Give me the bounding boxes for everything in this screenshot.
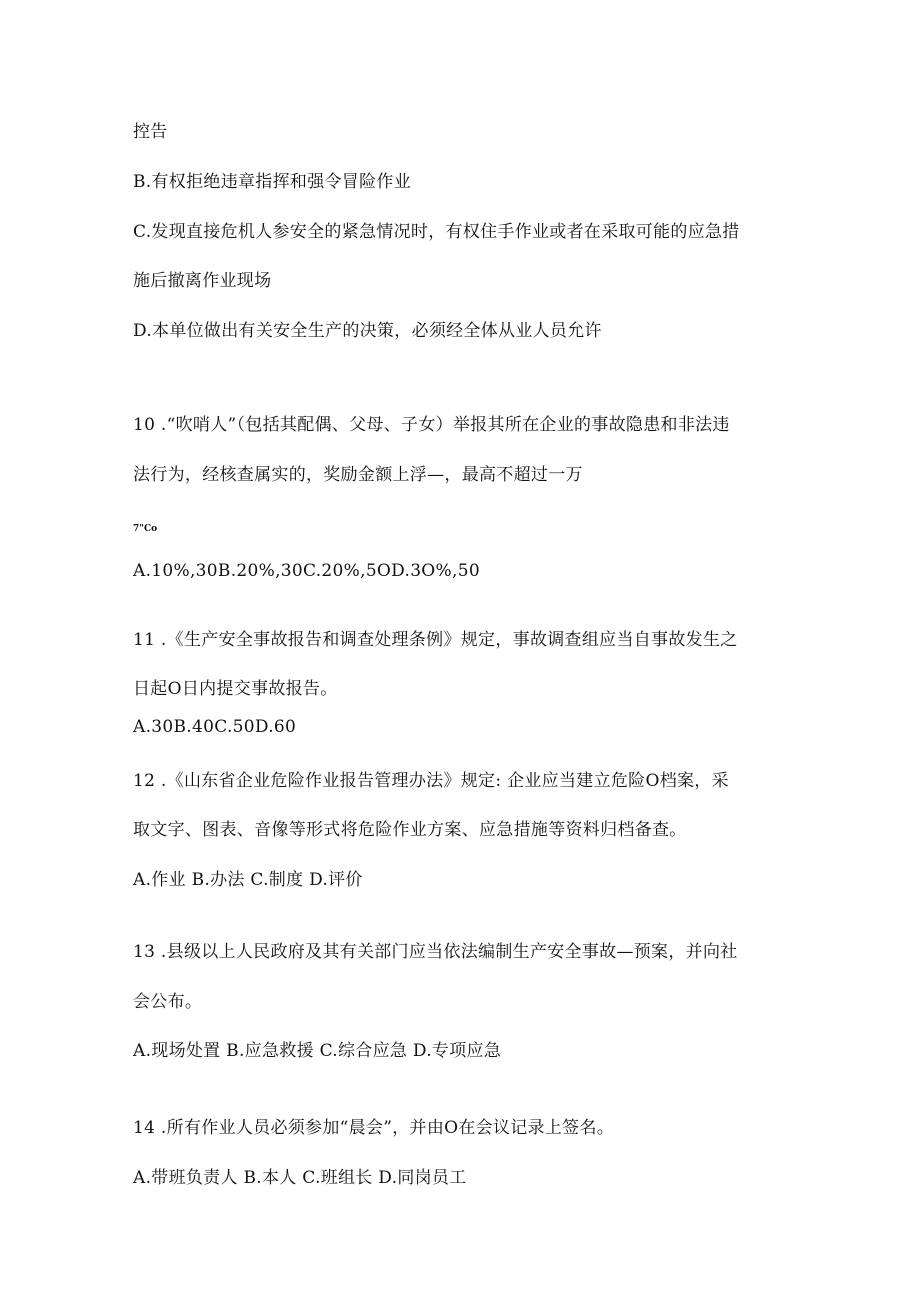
question-13: 13 .县级以上人民政府及其有关部门应当依法编制生产安全事故—预案，并向社 (133, 942, 738, 962)
question-11-continued: 日起O日内提交事故报告。 (133, 679, 338, 699)
question-12: 12 .《山东省企业危险作业报告管理办法》规定: 企业应当建立危险O档案，采 (133, 771, 729, 791)
question-14: 14 .所有作业人员必须参加“晨会”，并由O在会议记录上签名。 (133, 1118, 615, 1138)
question-10-continued: 法行为，经核查属实的，奖励金额上浮—，最高不超过一万 (133, 465, 583, 485)
question-10: 10 .“吹哨人”（包括其配偶、父母、子女）举报其所在企业的事故隐患和非法违 (133, 415, 730, 435)
question-14-options: A.带班负责人 B.本人 C.班组长 D.同岗员工 (133, 1168, 467, 1188)
option-b: B.有权拒绝违章指挥和强令冒险作业 (133, 172, 411, 192)
question-13-continued: 会公布。 (133, 992, 203, 1012)
option-c-continued: 施后撤离作业现场 (133, 271, 272, 291)
text-line: 控告 (133, 122, 168, 142)
question-13-options: A.现场处置 B.应急救援 C.综合应急 D.专项应急 (133, 1041, 502, 1061)
question-11: 11 .《生产安全事故报告和调查处理条例》规定，事故调查组应当自事故发生之 (133, 630, 738, 650)
option-d: D.本单位做出有关安全生产的决策，必须经全体从业人员允许 (133, 321, 602, 341)
question-11-options: A.30B.40C.50D.60 (133, 717, 297, 737)
question-12-continued: 取文字、图表、音像等形式将危险作业方案、应急措施等资料归档备查。 (133, 820, 687, 840)
question-12-options: A.作业 B.办法 C.制度 D.评价 (133, 870, 363, 890)
stray-text: 7"Co (133, 524, 158, 534)
question-10-options: A.10%,30B.20%,30C.20%,5OD.3O%,50 (133, 561, 480, 581)
option-c: C.发现直接危机人参安全的紧急情况时，有权住手作业或者在采取可能的应急措 (133, 222, 740, 242)
